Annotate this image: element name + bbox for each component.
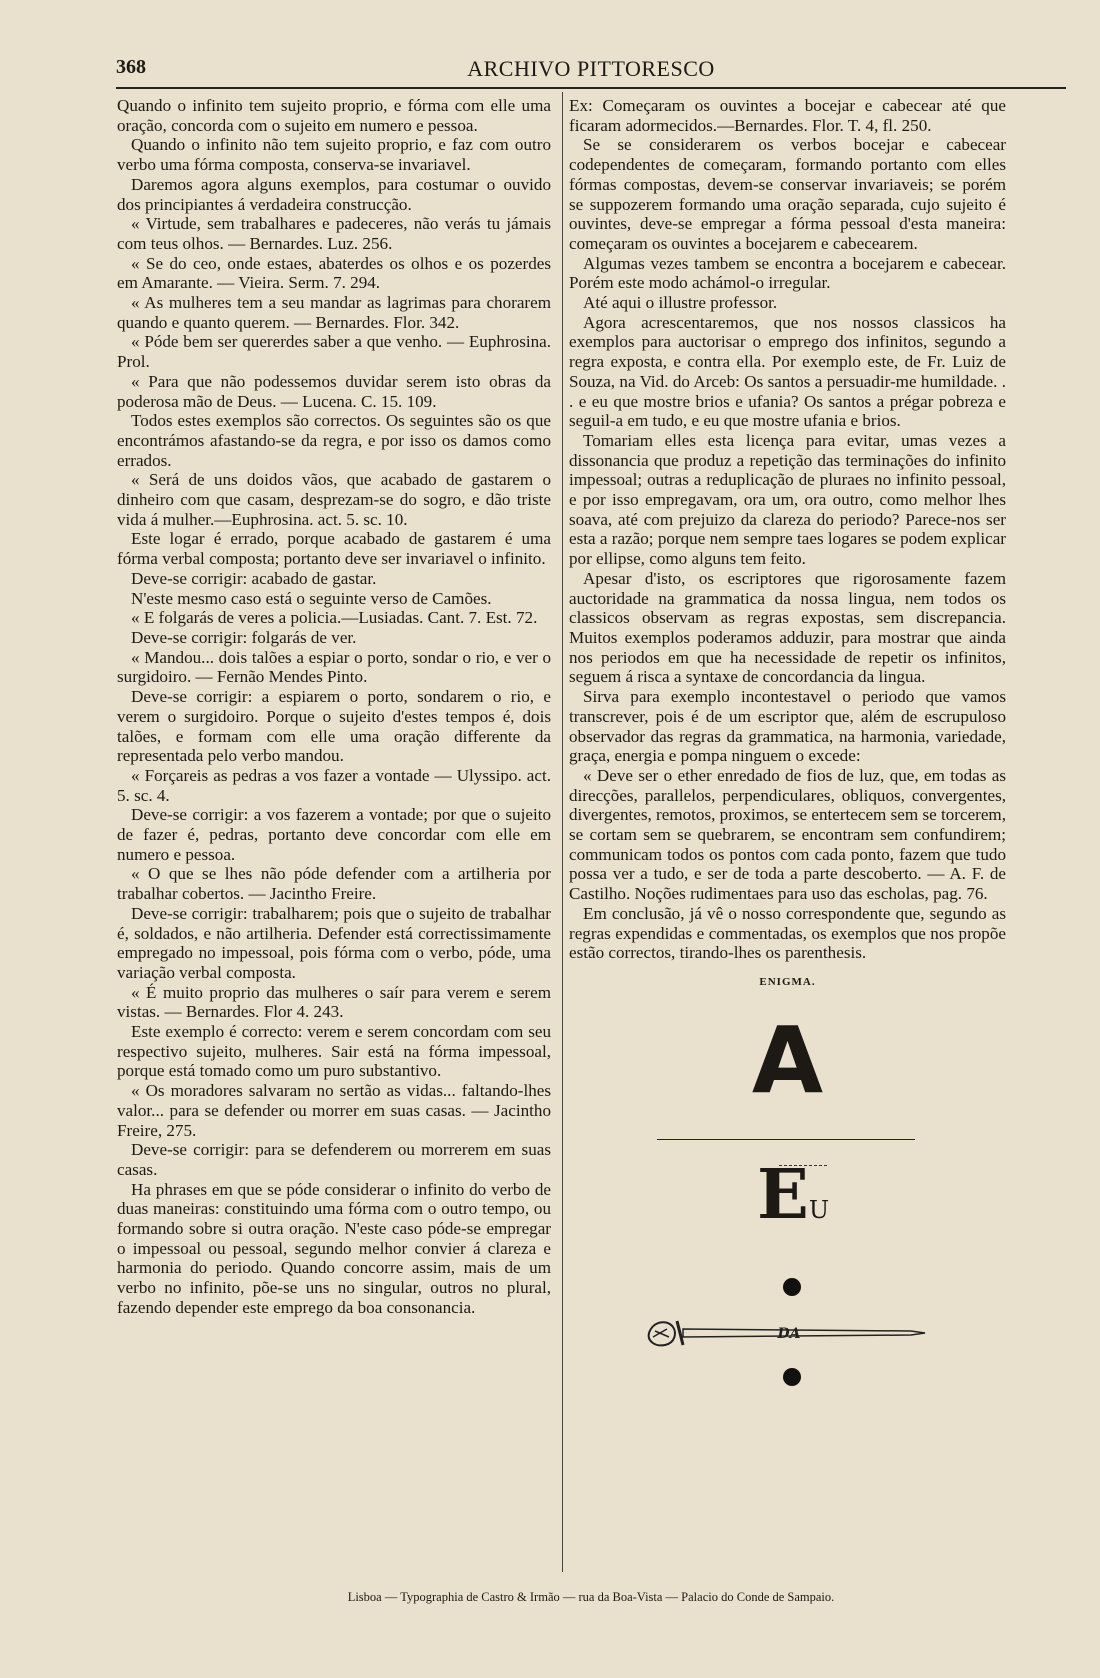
right-column: [569, 96, 1006, 1413]
paragraph: Se se considerarem os verbos bocejar e cabecear codependentes de começaram, formando portanto com elles fórmas compostas, devem-se conservar invariaveis; se porém se suppozerem formando uma oração separada, cujo sujeito é ouvintes, deve-se empregar a fórma pessoal d'esta maneira: começaram os ouvintes a bocejarem e cabecearem.: [569, 135, 1006, 253]
paragraph: « Forçareis as pedras a vos fazer a vontade — Ulyssipo. act. 5. sc. 4.: [117, 765, 551, 805]
paragraph: « Mandou... dois talões a espiar o porto, sondar o rio, e ver o surgidoiro. — Fernão Mendes Pinto.: [117, 647, 551, 687]
paragraph: Sirva para exemplo incontestavel o periodo que vamos transcrever, pois é de um escriptor que, além de escrupuloso observador das regras da grammatica, na harmonia, variedade, graça, energia e pompa ninguem o excede:: [569, 687, 1006, 766]
paragraph: Deve-se corrigir: trabalharem; pois que o sujeito de trabalhar é, soldados, e não artilheria. Defender está correctissimamente empregado no impessoal, pois fórma com o verbo, póde, uma variação verbal composta.: [117, 903, 551, 982]
column-divider: [562, 92, 563, 1572]
enigma-dot: [783, 1278, 801, 1296]
enigma-letter-u: U: [808, 1195, 830, 1224]
enigma-puzzle: [569, 993, 1006, 1413]
paragraph: Algumas vezes tambem se encontra a bocejarem e cabecear. Porém este modo achámol-o irregular.: [569, 253, 1006, 293]
page-footer: Lisboa — Typographia de Castro & Irmão — rua da Boa-Vista — Palacio do Conde de Sampaio.: [347, 1590, 835, 1604]
paragraph: Este exemplo é correcto: verem e serem concordam com seu respectivo sujeito, mulheres. Sair está na fórma impessoal, porque está tomado como um puro substantivo.: [117, 1022, 551, 1081]
paragraph: « É muito proprio das mulheres o saír para verem e serem vistas. — Bernardes. Flor 4. 243.: [117, 982, 551, 1022]
paragraph: Deve-se corrigir: para se defenderem ou morrerem em suas casas.: [117, 1140, 551, 1179]
paragraph: Todos estes exemplos são correctos. Os seguintes são os que encontrámos afastando-se da regra, e por isso os damos como errados.: [117, 411, 551, 470]
paragraph: « Deve ser o ether enredado de fios de luz, que, em todas as direcções, parallelos, perpendiculares, obliquos, convergentes, divergentes, remotos, proximos, se entertecem sem se torcerem, se cortam sem se quebrarem, se encontram sem confundirem; communicam todos os pontos com cada ponto, fazem que tudo possa ver a tudo, e ser de toda a parte descoberto. — A. F. de Castilho. Noções rudimentaes para uso das escholas, pag. 76.: [569, 765, 1006, 904]
journal-title: ARCHIVO PITTORESCO: [467, 56, 715, 81]
paragraph: Deve-se corrigir: acabado de gastar.: [131, 568, 377, 588]
paragraph: « Se do ceo, onde estaes, abaterdes os olhos e os pozerdes em Amarante. — Vieira. Serm. 7. 294.: [117, 253, 551, 293]
paragraph: « E folgarás de veres a policia.—Lusiadas. Cant. 7. Est. 72.: [131, 608, 538, 628]
paragraph: « Os moradores salvaram no sertão as vidas... faltando-lhes valor... para se defender ou morrer em suas casas. — Jacintho Freire, 275.: [117, 1081, 551, 1140]
paragraph: N'este mesmo caso está o seguinte verso de Camões.: [131, 588, 492, 608]
paragraph: Apesar d'isto, os escriptores que rigorosamente fazem auctoridade na grammatica da nossa lingua, nem todos os classicos observam as regras expostas, sem discrepancia. Muitos exemplos poderamos adduzir, para mostrar que ainda nos periodos em que ha necessidade de repetir os infinitos, seguem á risca a syntaxe de concordancia da lingua.: [569, 568, 1006, 687]
paragraph: Agora acrescentaremos, que nos nossos classicos ha exemplos para auctorisar o emprego dos infinitos, segundo a regra exposta, e contra ella. Por exemplo este, de Fr. Luiz de Souza, na Vid. do Arceb: Os santos a persuadir-me humildade. . . e eu que mostre brios e ufania? Os santos a prégar pobreza e seguil-a em tudo, e eu que mostre ufania e brios.: [569, 312, 1006, 431]
paragraph: « Póde bem ser quererdes saber a que venho. — Euphrosina. Prol.: [117, 332, 551, 372]
paragraph: Em conclusão, já vê o nosso correspondente que, segundo as regras expendidas e commentadas, os exemplos que nos propõe estão correctos, tirando-lhes os parenthesis.: [569, 903, 1006, 963]
paragraph: Deve-se corrigir: folgarás de ver.: [131, 627, 357, 647]
page-header: [116, 56, 1066, 86]
enigma-letter-a: A: [751, 1006, 824, 1114]
paragraph: « As mulheres tem a seu mandar as lagrimas para chorarem quando e quanto querem. — Bernardes. Flor. 342.: [117, 293, 551, 332]
paragraph: Deve-se corrigir: a vos fazerem a vontade; por que o sujeito de fazer é, pedras, portanto deve concordar com elle em numero e pessoa.: [117, 805, 551, 864]
paragraph: Quando o infinito tem sujeito proprio, e fórma com elle uma oração, concorda com o sujeito em numero e pessoa.: [117, 96, 551, 135]
paragraph: « O que se lhes não póde defender com a artilheria por trabalhar cobertos. — Jacintho Freire.: [117, 864, 551, 904]
paragraph: Até aqui o illustre professor.: [583, 293, 778, 313]
paragraph: « Para que não podessemos duvidar serem isto obras da poderosa mão de Deus. — Lucena. C. 15. 109.: [117, 371, 551, 411]
paragraph: Ex: Começaram os ouvintes a bocejar e cabecear até que ficaram adormecidos.—Bernardes. Flor. T. 4, fl. 250.: [569, 96, 1006, 135]
paragraph: Este logar é errado, porque acabado de gastarem é uma fórma verbal composta; portanto deve ser invariavel o infinito.: [117, 529, 551, 569]
enigma-dash: [779, 1165, 827, 1166]
paragraph: Quando o infinito não tem sujeito proprio, e faz com outro verbo uma fórma composta, conserva-se invariavel.: [117, 135, 551, 175]
paragraph: Deve-se corrigir: a espiarem o porto, sondarem o rio, e verem o surgidoiro. Porque o sujeito d'estes tempos é, dois talões, e formam com elle uma oração differente da representada pelo verbo mandou.: [117, 687, 551, 766]
paragraph: « Virtude, sem trabalhares e padeceres, não verás tu jámais com teus olhos. — Bernardes. Luz. 256.: [117, 214, 551, 253]
enigma-dot: [783, 1368, 801, 1386]
sword-icon: [639, 1313, 929, 1353]
paragraph: Daremos agora alguns exemplos, para costumar o ouvido dos principiantes á verdadeira construcção.: [117, 174, 551, 214]
page-number: 368: [116, 56, 146, 78]
enigma-letter-e: E: [757, 1154, 809, 1235]
paragraph: « Será de uns doidos vãos, que acabado de gastarem o dinheiro com que casam, desprezam-se do sogro, e dão triste vida á mulher.—Euphrosina. act. 5. sc. 10.: [117, 470, 551, 529]
header-rule: [116, 87, 1066, 89]
left-column: [117, 96, 551, 1318]
enigma-eu: [757, 1154, 830, 1244]
enigma-rule: [657, 1139, 915, 1140]
enigma-title: ENIGMA.: [759, 975, 816, 988]
sword-text: DA: [777, 1325, 801, 1342]
paragraph: Ha phrases em que se póde considerar o infinito do verbo de duas maneiras: constituindo uma fórma com o outro tempo, ou formando sobre si outra oração. N'este caso póde-se empregar o impessoal ou pessoal, segundo melhor convier á clareza e harmonia do periodo. Quando concorre assim, mais de um verbo no infinito, põe-se uns no singular, outros no plural, fazendo depender este emprego da boa consonancia.: [117, 1179, 551, 1317]
paragraph: Tomariam elles esta licença para evitar, umas vezes a dissonancia que produz a repetição das terminações do infinito impessoal; outras a reduplicação de pluraes no infinito pessoal, e por isso empregavam, ora um, ora outro, como melhor lhes soava, até com prejuizo da clareza do periodo? Parece-nos ser esta a razão; porque nem sempre taes logares se podem explicar por ellipse, como alguns tem feito.: [569, 430, 1006, 569]
